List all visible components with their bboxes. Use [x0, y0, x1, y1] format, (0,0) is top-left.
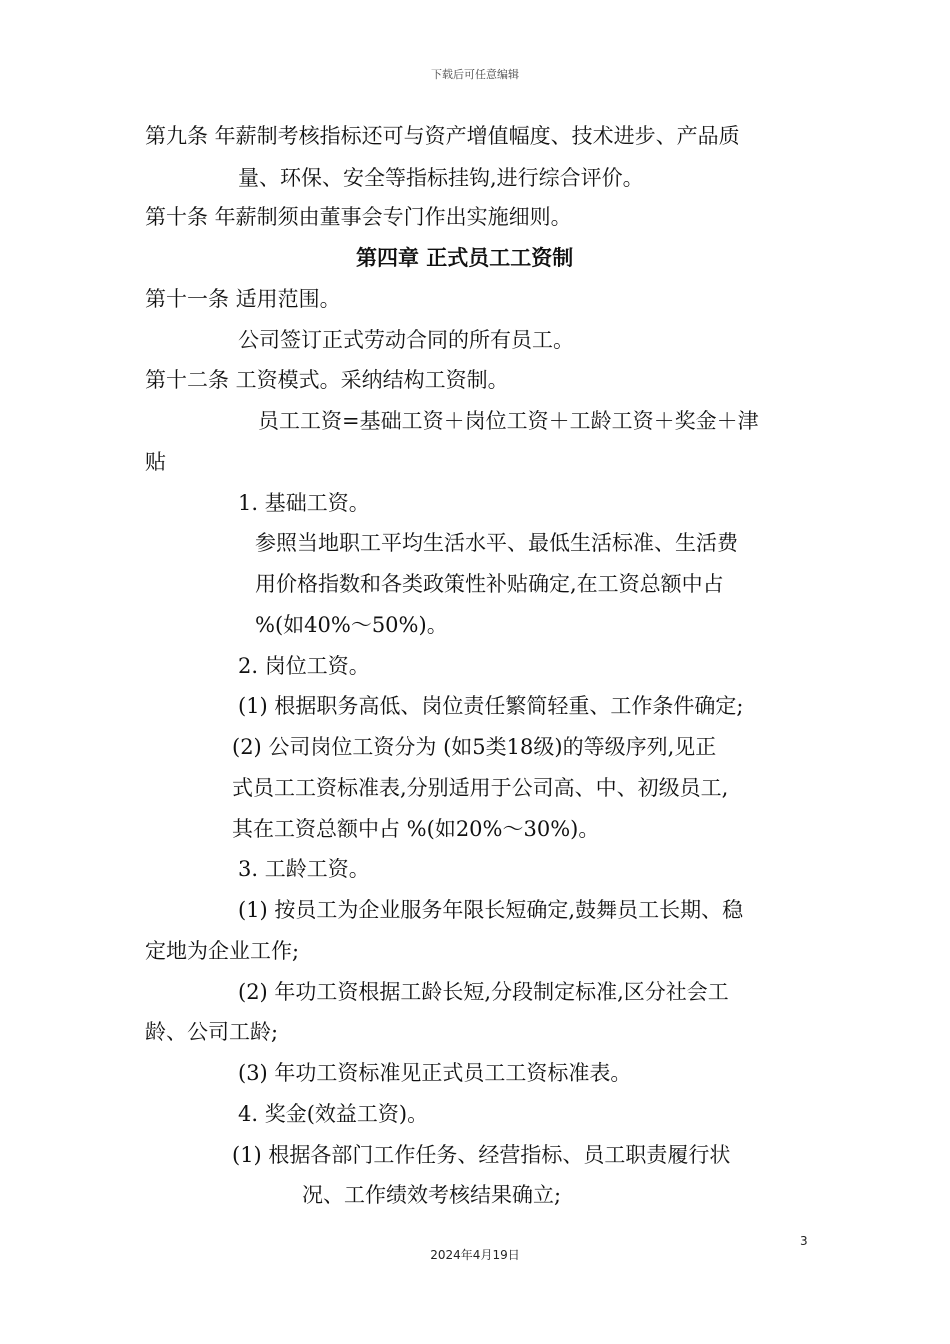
- item-1-line-1: 参照当地职工平均生活水平、最低生活标准、生活费: [255, 531, 738, 555]
- item-3-sub-2-line-2: 龄、公司工龄;: [145, 1020, 279, 1044]
- article-9-line-1: 第九条 年薪制考核指标还可与资产增值幅度、技术进步、产品质: [145, 124, 740, 148]
- item-3-sub-1-line-1: (1) 按员工为企业服务年限长短确定,鼓舞员工长期、稳: [238, 898, 744, 922]
- item-2-title: 2. 岗位工资。: [238, 654, 370, 678]
- item-4-title: 4. 奖金(效益工资)。: [238, 1102, 429, 1126]
- salary-formula-line-1: 员工工资=基础工资＋岗位工资＋工龄工资＋奖金＋津: [258, 409, 759, 433]
- chapter-4-title: 第四章 正式员工工资制: [356, 245, 574, 270]
- article-11: 第十一条 适用范围。: [145, 287, 341, 311]
- item-2-sub-1: (1) 根据职务高低、岗位责任繁简轻重、工作条件确定;: [238, 694, 744, 718]
- page-number: 3: [800, 1234, 808, 1248]
- item-1-title: 1. 基础工资。: [238, 491, 370, 515]
- item-2-sub-2-line-2: 式员工工资标准表,分别适用于公司高、中、初级员工,: [232, 776, 729, 800]
- item-3-sub-2-line-1: (2) 年功工资根据工龄长短,分段制定标准,区分社会工: [238, 980, 729, 1004]
- item-2-sub-2-line-3: 其在工资总额中占 %(如20%～30%)。: [232, 817, 600, 841]
- item-3-title: 3. 工龄工资。: [238, 857, 370, 881]
- salary-formula-line-2: 贴: [145, 450, 166, 474]
- item-4-sub-1-line-1: (1) 根据各部门工作任务、经营指标、员工职责履行状: [232, 1143, 731, 1167]
- article-9-line-2: 量、环保、安全等指标挂钩,进行综合评价。: [238, 166, 644, 190]
- page-header: 下载后可任意编辑: [431, 68, 519, 81]
- item-3-sub-1-line-2: 定地为企业工作;: [145, 939, 300, 963]
- item-3-sub-3: (3) 年功工资标准见正式员工工资标准表。: [238, 1061, 632, 1085]
- item-2-sub-2-line-1: (2) 公司岗位工资分为 (如5类18级)的等级序列,见正: [232, 735, 717, 759]
- article-10: 第十条 年薪制须由董事会专门作出实施细则。: [145, 205, 572, 229]
- footer-date: 2024年4月19日: [430, 1248, 520, 1262]
- article-11-scope: 公司签订正式劳动合同的所有员工。: [238, 328, 574, 352]
- article-12: 第十二条 工资模式。采纳结构工资制。: [145, 368, 509, 392]
- item-1-line-3: %(如40%～50%)。: [255, 613, 448, 637]
- item-4-sub-1-line-2: 况、工作绩效考核结果确立;: [302, 1183, 562, 1207]
- item-1-line-2: 用价格指数和各类政策性补贴确定,在工资总额中占: [255, 572, 724, 596]
